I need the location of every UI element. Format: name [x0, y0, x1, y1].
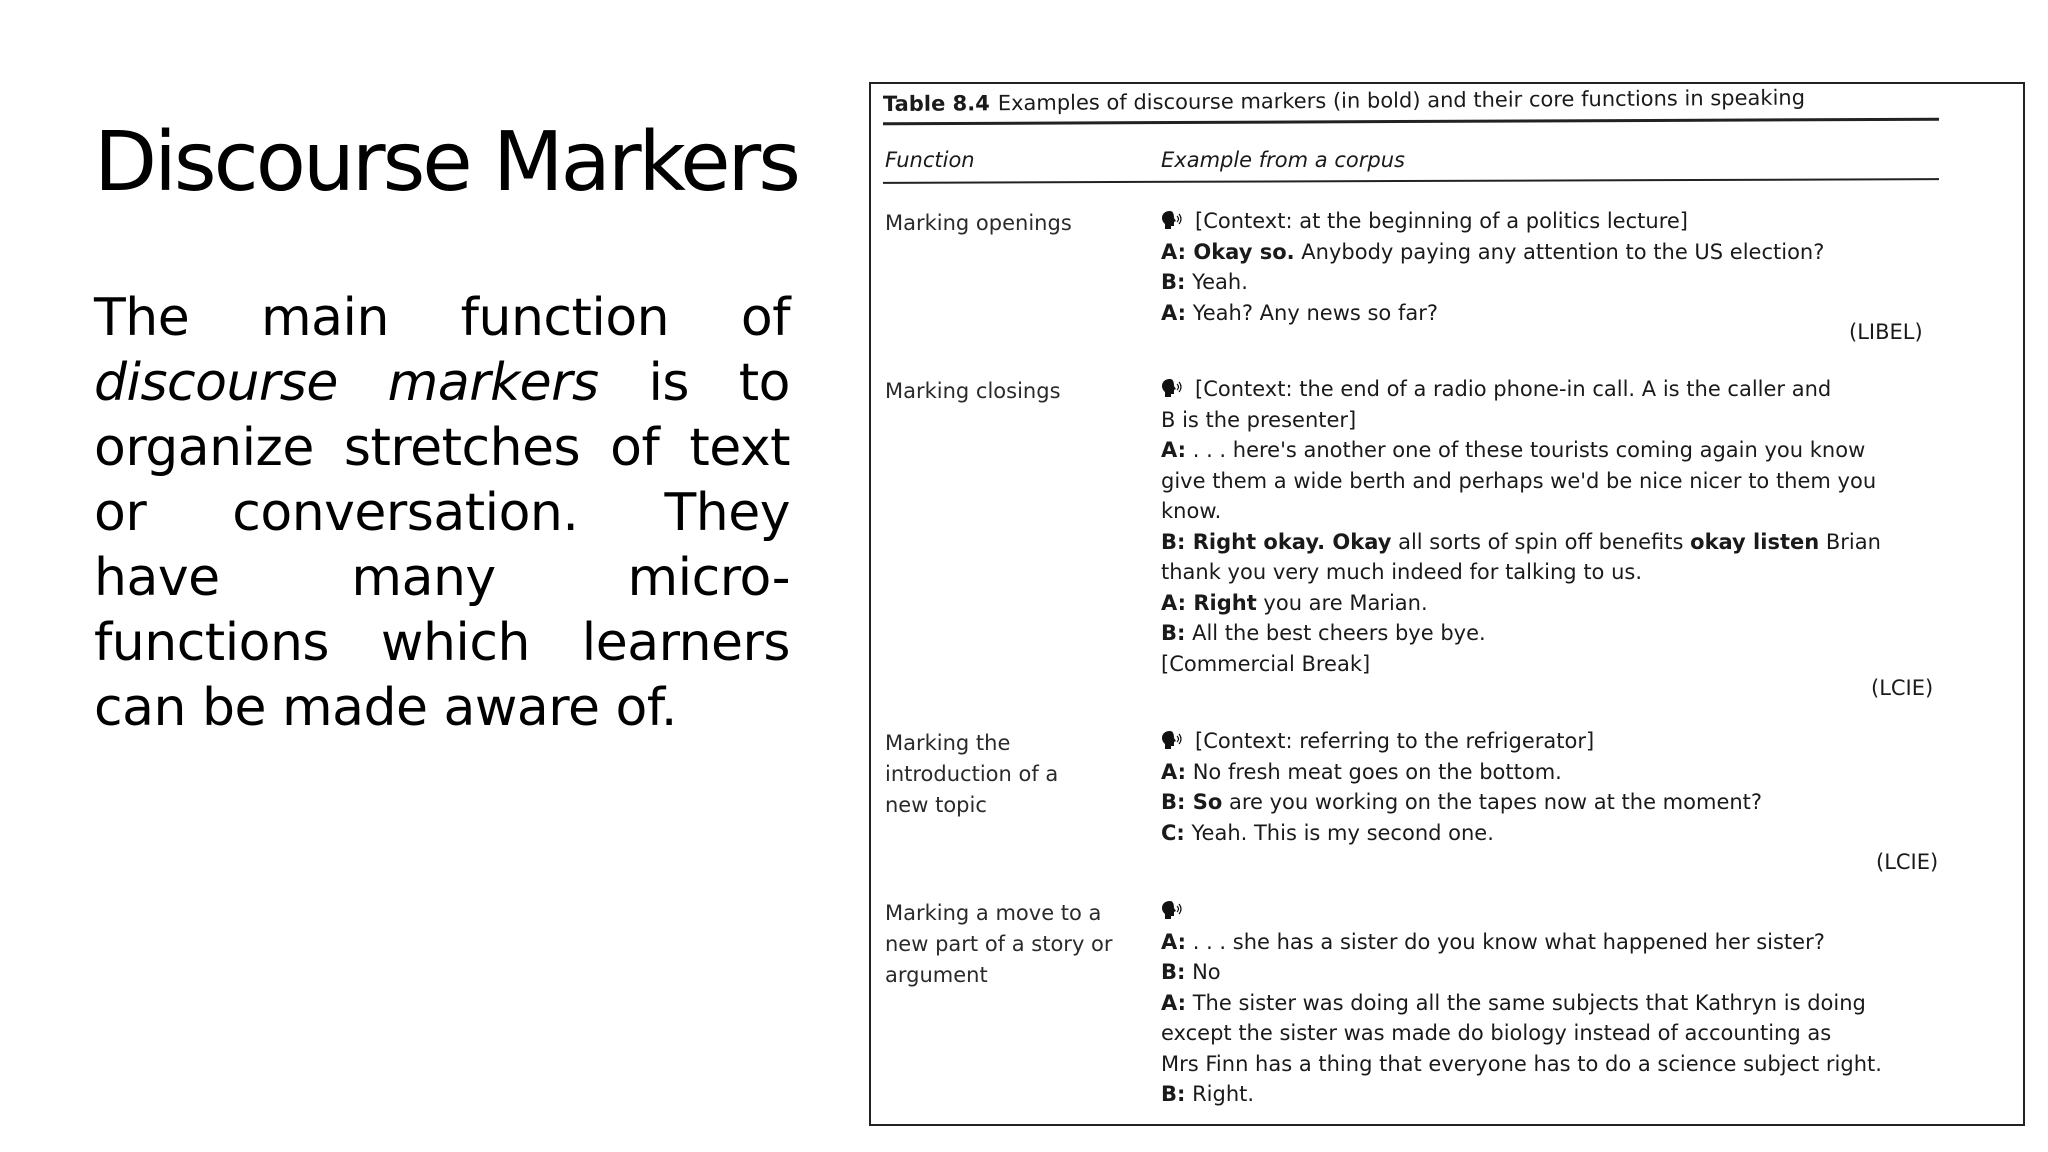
discourse-marker-bold: A: [1161, 929, 1187, 954]
example-text-segment: except the sister was made do biology instead of accounting as [1161, 1021, 1832, 1045]
example-line [1161, 588, 1921, 619]
example-text-segment: No [1185, 960, 1221, 984]
table-top-rule [883, 118, 1939, 126]
example-line [1161, 927, 1921, 958]
example-text-segment: . . . she has a sister do you know what happened her sister? [1186, 929, 1825, 954]
slide-title: Discourse Markers [94, 115, 798, 210]
example-line [1161, 726, 1921, 757]
slide-body-text [94, 286, 790, 741]
discourse-marker-bold: A: Okay so. [1161, 239, 1295, 264]
speaker-head-icon [1161, 898, 1183, 918]
table-caption [883, 86, 1805, 116]
example-line [1161, 466, 1921, 497]
discourse-marker-bold: B: Right okay. Okay [1161, 529, 1392, 554]
example-text-segment: Yeah? Any news so far? [1186, 300, 1438, 325]
example-line [1161, 757, 1921, 788]
example-text-segment: [Context: at the beginning of a politics lecture] [1195, 209, 1688, 233]
discourse-marker-bold: B: [1161, 1082, 1186, 1106]
discourse-marker-bold: C: [1161, 820, 1185, 845]
example-line [1161, 1049, 1921, 1080]
corpus-source-label: (LCIE) [1871, 676, 1934, 700]
example-line [1161, 206, 1921, 237]
discourse-marker-bold: B: [1161, 270, 1186, 294]
example-line [1161, 1079, 1921, 1110]
body-text-part-1: The main function of [94, 288, 790, 348]
example-line [1161, 496, 1921, 527]
speaker-head-icon [1161, 728, 1183, 748]
example-text-segment: are you working on the tapes now at the moment? [1222, 790, 1763, 814]
example-line [1161, 896, 1921, 927]
example-text-segment: All the best cheers bye bye. [1185, 621, 1486, 645]
table-caption-number: Table 8.4 [882, 91, 990, 116]
example-line [1161, 298, 1921, 329]
body-text-part-2: is to organize stretches of text or conversation. They have many micro-functions which learners can be made aware of. [94, 353, 790, 738]
discourse-marker-bold: A: [1161, 759, 1187, 784]
example-text-segment: [Context: referring to the refrigerator] [1195, 729, 1595, 753]
table-header-rule [883, 178, 1939, 184]
discourse-marker-bold: B: [1161, 960, 1186, 984]
discourse-marker-bold: A: [1161, 990, 1187, 1015]
example-text-segment: The sister was doing all the same subjects that Kathryn is doing [1186, 990, 1866, 1015]
body-text-italic-term: discourse markers [94, 353, 599, 413]
example-text-segment: No fresh meat goes on the bottom. [1186, 759, 1562, 784]
example-text-segment: know. [1161, 499, 1222, 523]
example-line [1161, 405, 1921, 436]
example-text-segment: Right. [1185, 1082, 1255, 1106]
discourse-marker-bold: okay listen [1690, 529, 1820, 554]
example-text-segment: give them a wide berth and perhaps we'd be nice nicer to them you [1161, 468, 1877, 493]
example-line [1161, 618, 1921, 649]
example-line [1161, 557, 1921, 588]
speaker-head-icon [1161, 376, 1183, 396]
example-text-segment: you are Marian. [1256, 590, 1428, 615]
example-text-segment: all sorts of spin off benefits [1391, 529, 1691, 554]
discourse-marker-bold: A: [1161, 438, 1187, 462]
corpus-source-label: (LIBEL) [1849, 320, 1923, 344]
table-caption-text: Examples of discourse markers (in bold) and their core functions in speaking [997, 85, 1806, 116]
discourse-marker-bold: A: [1161, 300, 1187, 325]
example-line [1161, 649, 1921, 680]
example-line [1161, 435, 1921, 466]
row-function-label: Marking closings [885, 379, 1061, 403]
row-example-text [1161, 206, 1921, 328]
row-function-label: Marking the introduction of a new topic [885, 731, 1059, 817]
example-text-segment: B is the presenter] [1161, 407, 1357, 432]
example-text-segment: [Commercial Break] [1161, 651, 1371, 676]
example-text-segment: Mrs Finn has a thing that everyone has to do a science subject right. [1161, 1051, 1882, 1076]
example-text-segment: [Context: the end of a radio phone-in call. A is the caller and [1195, 377, 1832, 401]
row-example-text [1161, 374, 1921, 679]
speaker-head-icon [1161, 208, 1183, 228]
discourse-marker-bold: B: So [1161, 790, 1223, 814]
example-line [1161, 1018, 1921, 1049]
example-line [1161, 527, 1921, 558]
row-function-label: Marking a move to a new part of a story or argument [885, 901, 1113, 987]
example-text-segment: Yeah. This is my second one. [1184, 820, 1494, 845]
corpus-source-label: (LCIE) [1876, 850, 1939, 874]
table-8-4-image [869, 82, 2025, 1126]
row-example-text [1161, 726, 1921, 848]
example-line [1161, 787, 1921, 818]
discourse-marker-bold: B: [1161, 621, 1186, 645]
example-line [1161, 957, 1921, 988]
row-example-text [1161, 896, 1921, 1110]
column-header-example: Example from a corpus [1161, 148, 1405, 172]
example-line [1161, 818, 1921, 849]
example-text-segment: thank you very much indeed for talking to us. [1161, 560, 1643, 584]
example-text-segment: Brian [1819, 529, 1881, 554]
example-line [1161, 237, 1921, 268]
discourse-marker-bold: A: Right [1161, 590, 1257, 615]
row-function-label: Marking openings [885, 211, 1072, 235]
example-text-segment: . . . here's another one of these tourists coming again you know [1186, 438, 1866, 462]
example-line [1161, 988, 1921, 1019]
column-header-function: Function [885, 148, 975, 172]
example-text-segment: Yeah. [1185, 270, 1248, 294]
example-text-segment: Anybody paying any attention to the US election? [1294, 239, 1825, 264]
example-line [1161, 267, 1921, 298]
example-line [1161, 374, 1921, 405]
